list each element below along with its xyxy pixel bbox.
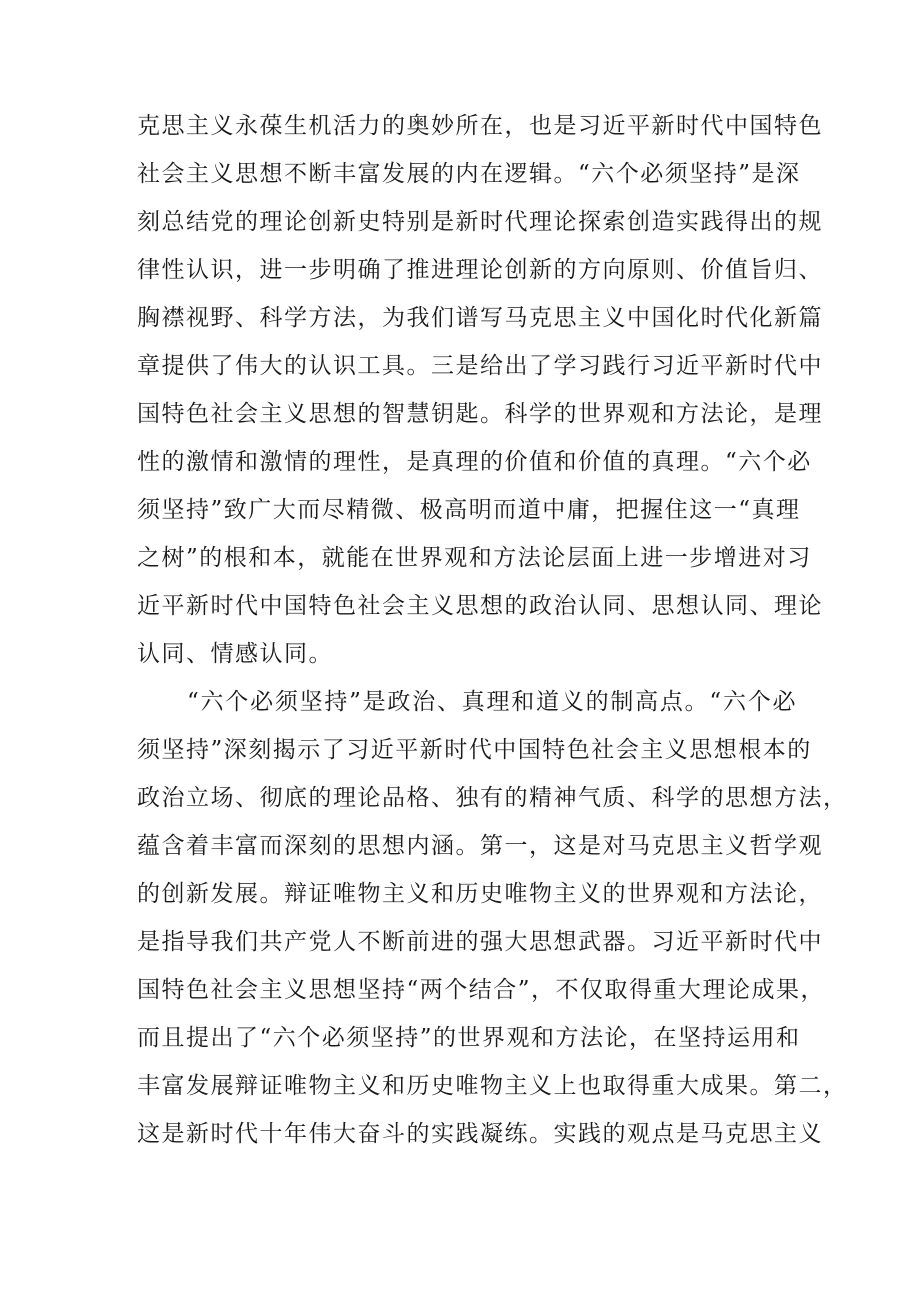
text-line: 蕴含着丰富而深刻的思想内涵。第一，这是对马克思主义哲学观	[137, 833, 823, 859]
text-line: 章提供了伟大的认识工具。三是给出了学习践行习近平新时代中	[137, 353, 823, 379]
text-line: 认同、情感认同。	[137, 641, 333, 667]
text-line: 社会主义思想不断丰富发展的内在逻辑。“六个必须坚持”是深	[137, 161, 801, 187]
text-line: 这是新时代十年伟大奋斗的实践凝练。实践的观点是马克思主义	[137, 1121, 823, 1147]
text-line: 是指导我们共产党人不断前进的强大思想武器。习近平新时代中	[137, 929, 823, 955]
text-line: 刻总结党的理论创新史特别是新时代理论探索创造实践得出的规	[137, 209, 823, 235]
text-line: 性的激情和激情的理性，是真理的价值和价值的真理。“六个必	[137, 449, 812, 475]
text-line: 近平新时代中国特色社会主义思想的政治认同、思想认同、理论	[137, 593, 823, 619]
text-line: 丰富发展辩证唯物主义和历史唯物主义上也取得重大成果。第二，	[137, 1073, 848, 1099]
text-line: 胸襟视野、科学方法，为我们谱写马克思主义中国化时代化新篇	[137, 305, 823, 331]
text-line: 律性认识，进一步明确了推进理论创新的方向原则、价值旨归、	[137, 257, 823, 283]
text-line: 之树”的根和本，就能在世界观和方法论层面上进一步增进对习	[137, 545, 812, 571]
text-line: 国特色社会主义思想坚持“两个结合”，不仅取得重大理论成果，	[137, 977, 826, 1003]
text-line: “六个必须坚持”是政治、真理和道义的制高点。“六个必	[187, 689, 797, 715]
text-line: 须坚持”致广大而尽精微、极高明而道中庸，把握住这一“真理	[137, 497, 801, 523]
text-line: 而且提出了“六个必须坚持”的世界观和方法论，在坚持运用和	[137, 1025, 801, 1051]
text-line: 政治立场、彻底的理论品格、独有的精神气质、科学的思想方法，	[137, 785, 848, 811]
text-line: 须坚持”深刻揭示了习近平新时代中国特色社会主义思想根本的	[137, 737, 812, 763]
text-line: 的创新发展。辩证唯物主义和历史唯物主义的世界观和方法论，	[137, 881, 823, 907]
text-line: 国特色社会主义思想的智慧钥匙。科学的世界观和方法论，是理	[137, 401, 823, 427]
text-line: 克思主义永葆生机活力的奥妙所在，也是习近平新时代中国特色	[137, 113, 823, 139]
